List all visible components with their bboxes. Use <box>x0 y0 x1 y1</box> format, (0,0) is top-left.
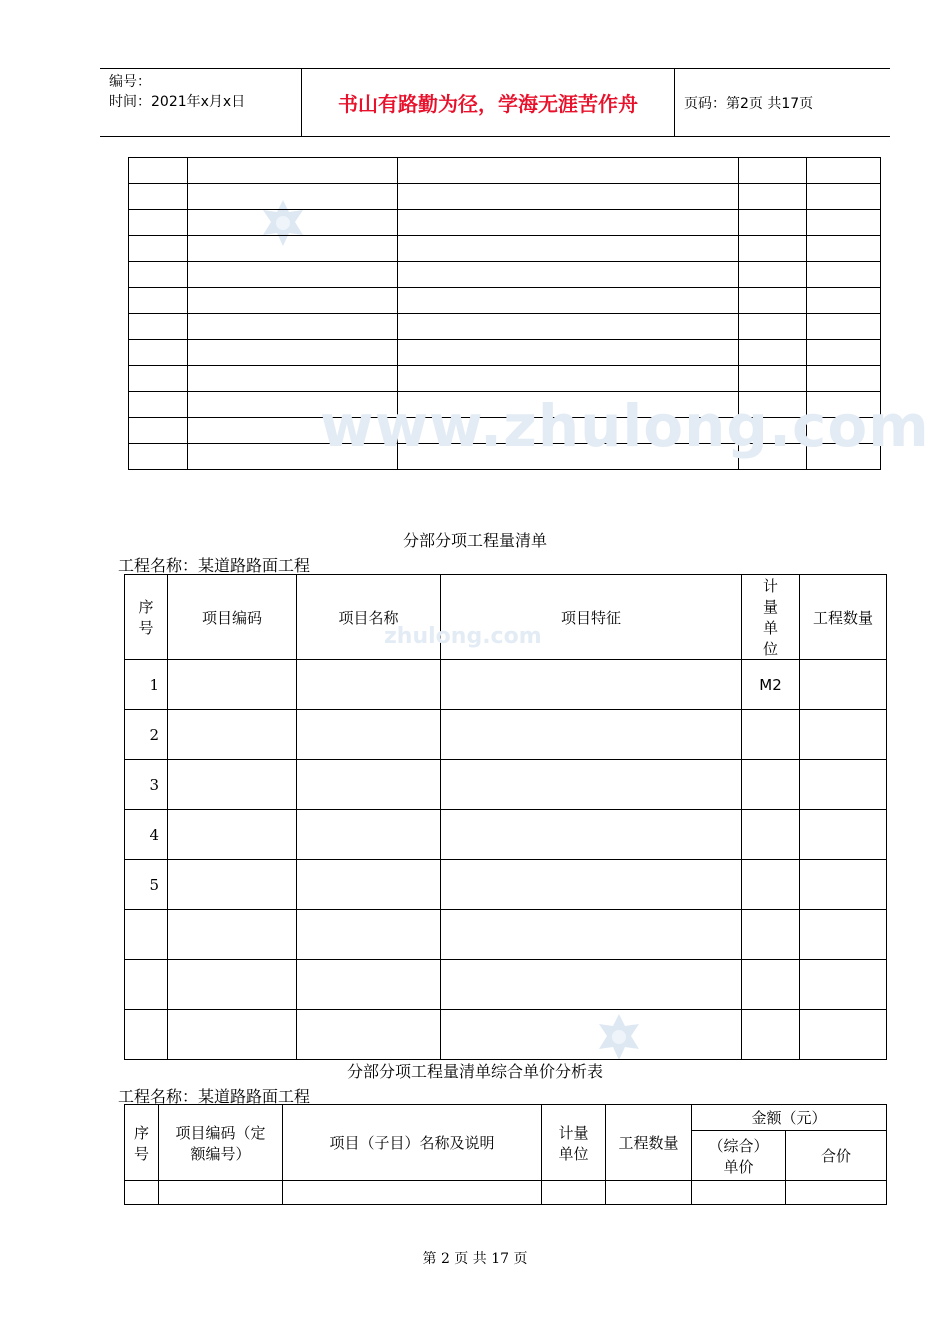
motto: 书山有路勤为径，学海无涯苦作舟 <box>302 69 675 136</box>
table-cell <box>188 366 398 392</box>
table-cell <box>297 760 441 810</box>
table-cell <box>188 340 398 366</box>
table-cell <box>168 710 297 760</box>
row-seq-cell: 3 <box>125 760 168 810</box>
col-header-name: 项目名称 <box>297 575 441 660</box>
table-cell <box>739 184 807 210</box>
table-cell <box>129 288 188 314</box>
table-cell <box>159 1181 283 1205</box>
table-row <box>129 314 881 340</box>
col-header-quantity: 工程数量 <box>800 575 887 660</box>
table-cell <box>398 262 739 288</box>
table-cell <box>398 210 739 236</box>
table-cell <box>807 314 881 340</box>
col-header-unit-price: （综合）单价 <box>692 1131 786 1181</box>
table-cell <box>129 340 188 366</box>
table-cell <box>807 288 881 314</box>
table-cell <box>800 710 887 760</box>
section-title: 分部分项工程量清单 <box>402 531 547 550</box>
table-cell <box>129 314 188 340</box>
table-cell <box>800 810 887 860</box>
table-cell <box>739 444 807 470</box>
table-cell <box>739 366 807 392</box>
table-cell <box>807 262 881 288</box>
table-cell <box>398 392 739 418</box>
row-seq-cell: 1 <box>125 660 168 710</box>
table-cell <box>441 710 742 760</box>
row-unit-cell <box>742 1010 800 1060</box>
table-cell <box>542 1181 606 1205</box>
table-cell <box>188 314 398 340</box>
project-name: 工程名称：某道路路面工程 <box>118 556 311 575</box>
table-row <box>125 960 887 1010</box>
table-row <box>129 444 881 470</box>
table-cell <box>188 158 398 184</box>
col-header-total: 合价 <box>786 1131 887 1181</box>
table-row <box>129 288 881 314</box>
col-header-seq: 序号 <box>125 1105 159 1181</box>
bill-of-quantities-table <box>124 574 887 1060</box>
table-cell <box>807 236 881 262</box>
table-cell <box>800 860 887 910</box>
table-cell <box>188 236 398 262</box>
row-seq-cell <box>125 1010 168 1060</box>
table-cell <box>297 910 441 960</box>
header-left-cell <box>100 69 302 136</box>
table-cell <box>807 210 881 236</box>
table-cell <box>739 392 807 418</box>
table-cell <box>441 910 742 960</box>
table-cell <box>297 660 441 710</box>
table-cell <box>807 340 881 366</box>
table-row <box>125 910 887 960</box>
col-header-features: 项目特征 <box>441 575 742 660</box>
table-cell <box>739 340 807 366</box>
date-label: 时间：2021年x月x日 <box>109 94 246 110</box>
table-cell <box>800 1010 887 1060</box>
row-unit-cell <box>742 810 800 860</box>
table-row <box>129 366 881 392</box>
table-cell <box>188 288 398 314</box>
table-row <box>129 236 881 262</box>
row-unit-cell <box>742 960 800 1010</box>
table-cell <box>786 1181 887 1205</box>
table-cell <box>129 262 188 288</box>
table-cell <box>807 158 881 184</box>
table-row <box>129 184 881 210</box>
row-seq-cell <box>125 910 168 960</box>
table-row <box>125 660 887 710</box>
table-cell <box>692 1181 786 1205</box>
row-seq-cell: 4 <box>125 810 168 860</box>
table-cell <box>168 910 297 960</box>
table-cell <box>441 660 742 710</box>
table-cell <box>129 236 188 262</box>
table-cell <box>188 444 398 470</box>
table-cell <box>168 660 297 710</box>
table-row <box>125 760 887 810</box>
col-header-code: 项目编码（定额编号） <box>159 1105 283 1181</box>
table-cell <box>188 184 398 210</box>
table-cell <box>441 760 742 810</box>
table-cell <box>739 236 807 262</box>
table-cell <box>129 158 188 184</box>
table-cell <box>297 710 441 760</box>
row-unit-cell <box>742 910 800 960</box>
table-cell <box>168 1010 297 1060</box>
table-cell <box>800 960 887 1010</box>
col-header-amount: 金额（元） <box>692 1105 887 1131</box>
table-cell <box>398 340 739 366</box>
col-header-code: 项目编码 <box>168 575 297 660</box>
page-number-label: 页码：第2页 共17页 <box>684 95 814 112</box>
table-cell <box>129 366 188 392</box>
table-cell <box>398 158 739 184</box>
row-unit-cell <box>742 860 800 910</box>
table-cell <box>398 444 739 470</box>
table-cell <box>188 392 398 418</box>
table-cell <box>807 366 881 392</box>
table-cell <box>606 1181 692 1205</box>
table-cell <box>441 1010 742 1060</box>
row-unit-cell <box>742 710 800 760</box>
page-footer: 第 2 页 共 17 页 <box>422 1251 528 1267</box>
table-row <box>125 710 887 760</box>
table-cell <box>441 810 742 860</box>
table-cell <box>739 210 807 236</box>
table-cell <box>297 960 441 1010</box>
table-cell <box>800 760 887 810</box>
table-cell <box>297 860 441 910</box>
table-cell <box>398 314 739 340</box>
table-cell <box>398 236 739 262</box>
table-row <box>125 1010 887 1060</box>
table-cell <box>398 366 739 392</box>
watermark-text: www.zhulong.com <box>320 392 930 460</box>
row-unit-cell: M2 <box>742 660 800 710</box>
col-header-quantity: 工程数量 <box>606 1105 692 1181</box>
table-cell <box>168 760 297 810</box>
table-cell <box>168 960 297 1010</box>
page-header <box>100 68 890 137</box>
table-cell <box>297 1010 441 1060</box>
serial-label: 编号： <box>109 74 151 90</box>
col-header-seq: 序号 <box>125 575 168 660</box>
table-row <box>125 810 887 860</box>
table-cell <box>441 960 742 1010</box>
row-seq-cell: 5 <box>125 860 168 910</box>
table-row <box>129 340 881 366</box>
table-cell <box>807 444 881 470</box>
table-cell <box>398 184 739 210</box>
watermark-text: zhulong.com <box>384 624 542 649</box>
table-cell <box>739 314 807 340</box>
table-row <box>129 158 881 184</box>
table-cell <box>188 262 398 288</box>
table-cell <box>807 418 881 444</box>
table-cell <box>398 288 739 314</box>
table-cell <box>739 418 807 444</box>
table-cell <box>800 660 887 710</box>
table-cell <box>129 418 188 444</box>
table-cell <box>807 392 881 418</box>
table-row <box>125 860 887 910</box>
table-row <box>129 210 881 236</box>
table-cell <box>168 810 297 860</box>
table-cell <box>129 444 188 470</box>
row-unit-cell <box>742 760 800 810</box>
table-cell <box>283 1181 542 1205</box>
row-seq-cell <box>125 960 168 1010</box>
table-cell <box>739 262 807 288</box>
table-cell <box>188 210 398 236</box>
table-cell <box>125 1181 159 1205</box>
table-cell <box>168 860 297 910</box>
table-cell <box>297 810 441 860</box>
table-row <box>129 418 881 444</box>
empty-grid-table <box>128 157 881 470</box>
table-cell <box>398 418 739 444</box>
table-cell <box>129 210 188 236</box>
table-cell <box>441 860 742 910</box>
table-cell <box>129 184 188 210</box>
table-cell <box>739 288 807 314</box>
table-cell <box>807 184 881 210</box>
project-name: 工程名称：某道路路面工程 <box>118 1087 311 1106</box>
unit-price-analysis-table <box>124 1104 887 1205</box>
table-row <box>129 262 881 288</box>
table-cell <box>188 418 398 444</box>
col-header-unit: 计量单位 <box>542 1105 606 1181</box>
table-row <box>129 392 881 418</box>
col-header-unit: 计量单位 <box>742 575 800 660</box>
row-seq-cell: 2 <box>125 710 168 760</box>
table-cell <box>800 910 887 960</box>
section-title: 分部分项工程量清单综合单价分析表 <box>346 1062 603 1081</box>
table-cell <box>739 158 807 184</box>
table-cell <box>129 392 188 418</box>
col-header-item-name: 项目（子目）名称及说明 <box>283 1105 542 1181</box>
